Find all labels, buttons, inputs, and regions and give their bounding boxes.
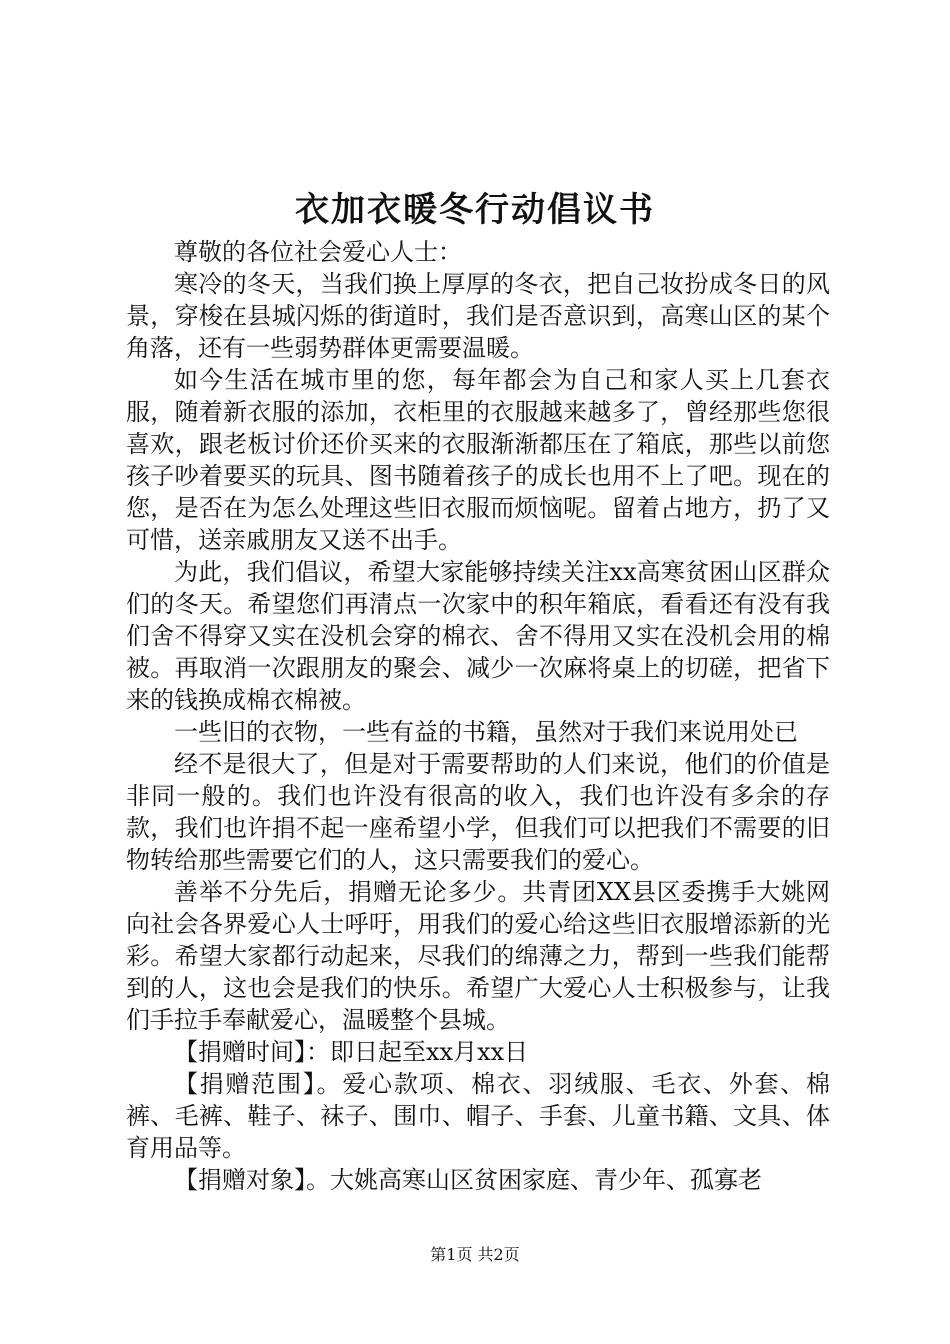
paragraph: 为此，我们倡议，希望大家能够持续关注xx高寒贫困山区群众们的冬天。希望您们再清点一次家中的积年箱底，看看还有没有我们舍不得穿又实在没机会穿的棉衣、舍不得用又实在没机会用的棉被。再取消一次跟朋友的聚会、减少一次麻将桌上的切磋，把省下来的钱换成棉衣棉被。: [126, 558, 830, 714]
paragraph: 寒冷的冬天，当我们换上厚厚的冬衣，把自己妆扮成冬日的风景，穿梭在县城闪烁的街道时，我们是否意识到，高寒山区的某个角落，还有一些弱势群体更需要温暖。: [126, 270, 830, 362]
paragraph: 一些旧的衣物，一些有益的书籍，虽然对于我们来说用处已: [174, 718, 798, 746]
donation-scope: 【捐赠范围】。爱心款项、棉衣、羽绒服、毛衣、外套、棉裤、毛裤、鞋子、袜子、围巾、帽子、手套、儿童书籍、文具、体育用品等。: [126, 1070, 830, 1162]
document-title: 衣加衣暖冬行动倡议书: [295, 190, 655, 230]
donation-time: 【捐赠时间】：即日起至xx月xx日: [174, 1038, 529, 1066]
donation-target: 【捐赠对象】。大姚高寒山区贫困家庭、青少年、孤寡老: [174, 1166, 762, 1194]
document-body: [126, 236, 830, 1196]
paragraph: 如今生活在城市里的您，每年都会为自己和家人买上几套衣服，随着新衣服的添加，衣柜里的衣服越来越多了，曾经那些您很喜欢，跟老板讨价还价买来的衣服渐渐都压在了箱底，那些以前您孩子吵着要买的玩具、图书随着孩子的成长也用不上了吧。现在的您，是否在为怎么处理这些旧衣服而烦恼呢。留着占地方，扔了又可惜，送亲戚朋友又送不出手。: [126, 366, 830, 554]
paragraph: 善举不分先后，捐赠无论多少。共青团XX县区委携手大姚网向社会各界爱心人士呼吁，用我们的爱心给这些旧衣服增添新的光彩。希望大家都行动起来，尽我们的绵薄之力，帮到一些我们能帮到的人，这也会是我们的快乐。希望广大爱心人士积极参与，让我们手拉手奉献爱心，温暖整个县城。: [126, 878, 830, 1034]
paragraph: 经不是很大了，但是对于需要帮助的人们来说，他们的价值是非同一般的。我们也许没有很高的收入，我们也许没有多余的存款，我们也许捐不起一座希望小学，但我们可以把我们不需要的旧物转给那些需要它们的人，这只需要我们的爱心。: [126, 750, 830, 874]
salutation: 尊敬的各位社会爱心人士：: [174, 238, 462, 266]
page-footer: 第1页 共2页: [430, 1245, 520, 1264]
